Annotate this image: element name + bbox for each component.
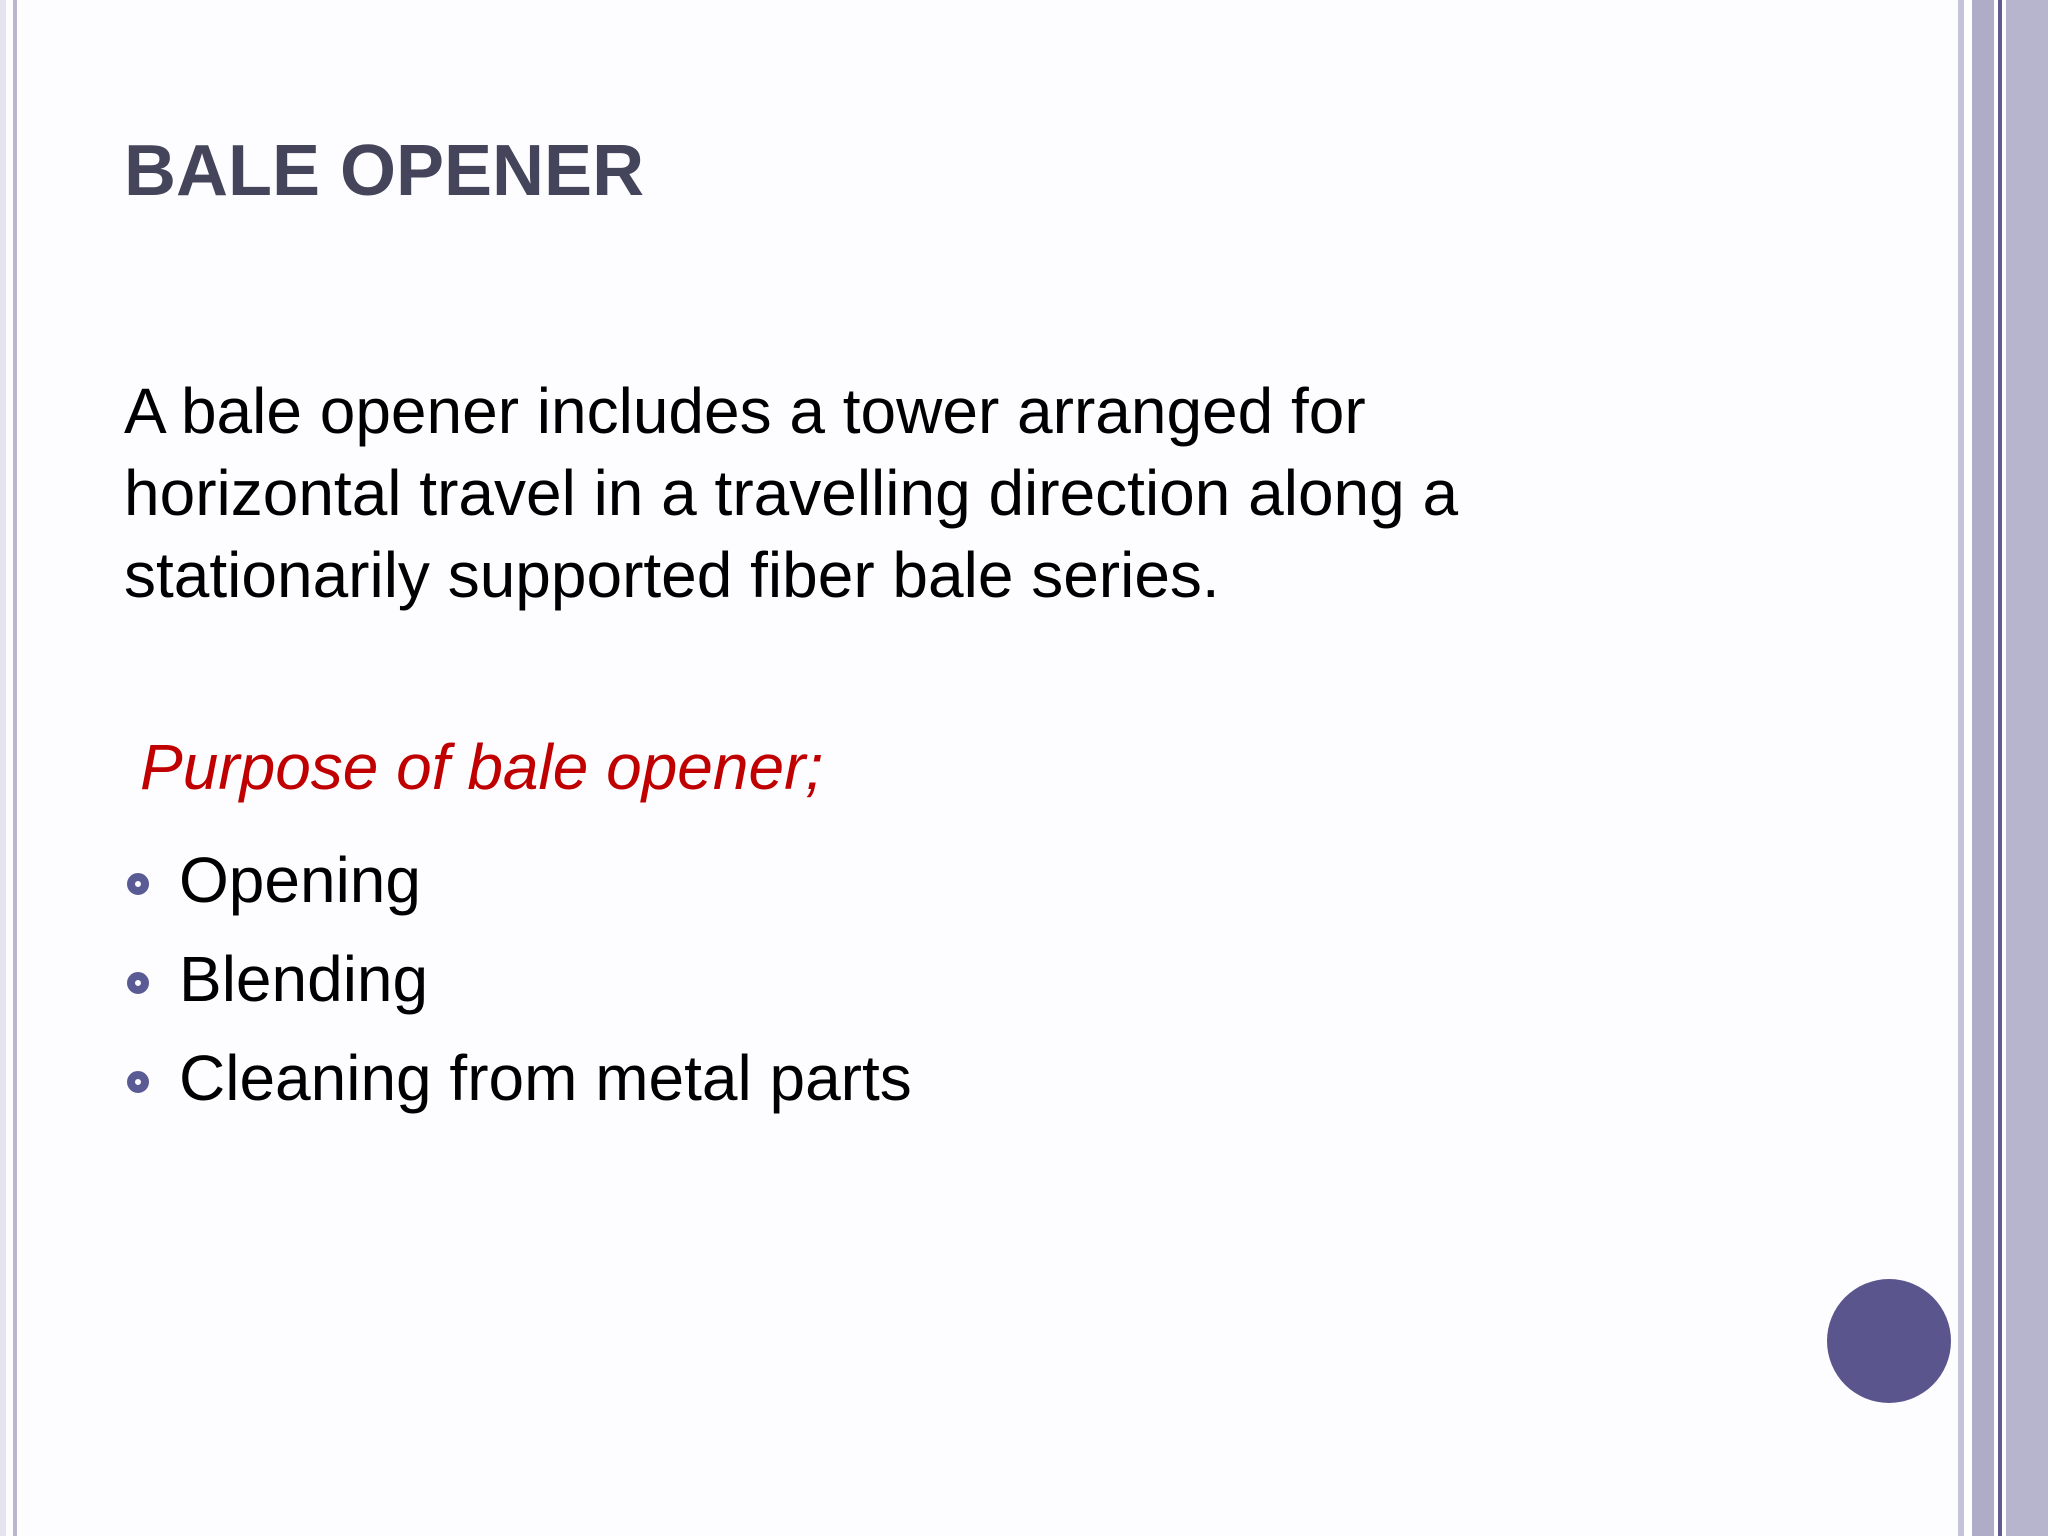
- slide-title: BALE OPENER: [124, 131, 645, 211]
- purpose-heading: Purpose of bale opener;: [140, 731, 824, 803]
- bullet-label: Blending: [179, 942, 429, 1015]
- bullet-label: Cleaning from metal parts: [179, 1041, 912, 1114]
- bullet-icon: [127, 873, 149, 895]
- purpose-list: [124, 830, 912, 1127]
- bullet-icon: [127, 1071, 149, 1093]
- bullet-label: Opening: [179, 843, 421, 916]
- list-item: [124, 929, 912, 1028]
- right-decorative-band: [1958, 0, 2048, 1536]
- corner-circle-decoration: [1827, 1279, 1951, 1403]
- list-item: [124, 830, 912, 929]
- left-border-line: [0, 0, 6, 1536]
- list-item: [124, 1028, 912, 1127]
- body-paragraph: A bale opener includes a tower arranged for horizontal travel in a travelling direction along a stationarily supported fiber bale series.: [124, 375, 1459, 611]
- left-border-line-inner: [13, 0, 17, 1536]
- bullet-icon: [127, 972, 149, 994]
